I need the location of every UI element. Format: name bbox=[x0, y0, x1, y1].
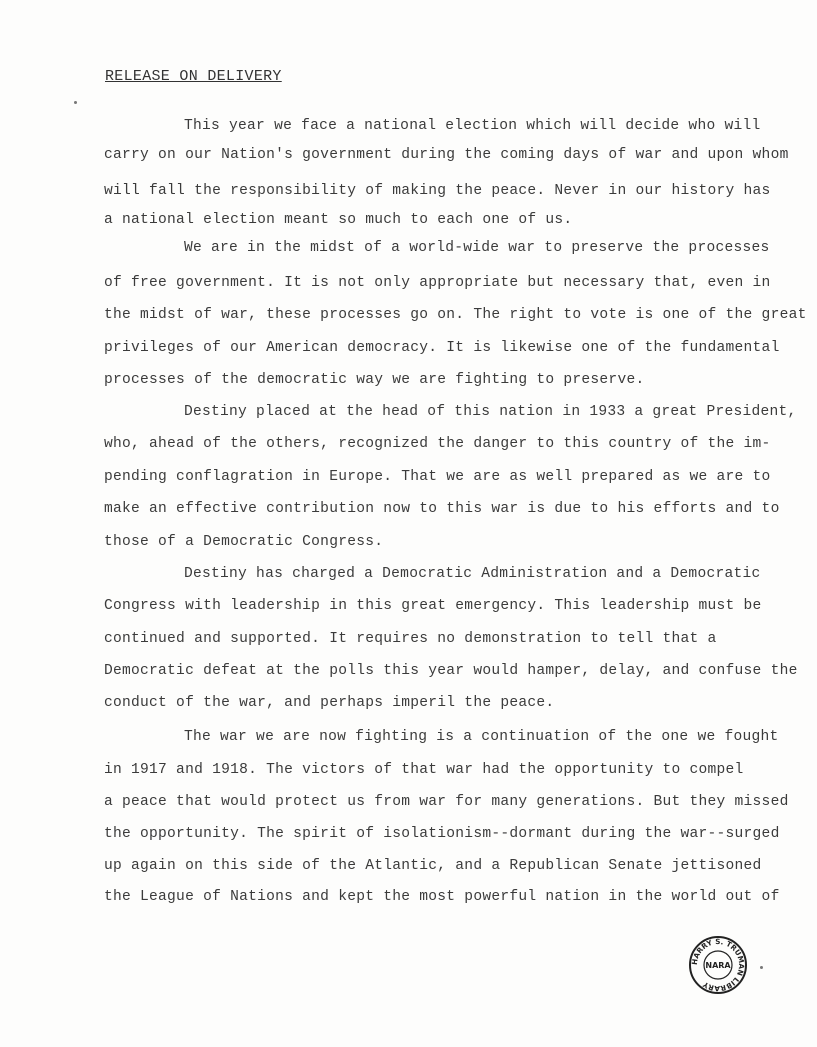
text-line: will fall the responsibility of making the peace. Never in our history has bbox=[104, 183, 771, 199]
text-line: up again on this side of the Atlantic, and a Republican Senate jettisoned bbox=[104, 858, 762, 874]
paper-speck bbox=[760, 966, 763, 969]
text-line: those of a Democratic Congress. bbox=[104, 534, 384, 550]
text-line: We are in the midst of a world-wide war to preserve the processes bbox=[184, 240, 770, 256]
stamp-center-text: NARA bbox=[705, 961, 731, 970]
text-line: processes of the democratic way we are fighting to preserve. bbox=[104, 372, 645, 388]
text-line: This year we face a national election which will decide who will bbox=[184, 118, 761, 134]
text-line: Destiny has charged a Democratic Administration and a Democratic bbox=[184, 566, 761, 582]
text-line: in 1917 and 1918. The victors of that war had the opportunity to compel bbox=[104, 762, 744, 778]
text-line: continued and supported. It requires no demonstration to tell that a bbox=[104, 631, 717, 647]
text-line: a peace that would protect us from war for many generations. But they missed bbox=[104, 794, 789, 810]
release-header: RELEASE ON DELIVERY bbox=[105, 68, 282, 85]
paper-speck bbox=[74, 101, 77, 104]
text-line: the midst of war, these processes go on. The right to vote is one of the great bbox=[104, 307, 807, 323]
text-line: a national election meant so much to each one of us. bbox=[104, 212, 573, 228]
text-line: of free government. It is not only appropriate but necessary that, even in bbox=[104, 275, 771, 291]
text-line: Congress with leadership in this great emergency. This leadership must be bbox=[104, 598, 762, 614]
text-line: pending conflagration in Europe. That we are as well prepared as we are to bbox=[104, 469, 771, 485]
library-stamp-icon bbox=[688, 935, 748, 995]
text-line: conduct of the war, and perhaps imperil the peace. bbox=[104, 695, 555, 711]
text-line: The war we are now fighting is a continuation of the one we fought bbox=[184, 729, 779, 745]
text-line: privileges of our American democracy. It is likewise one of the fundamental bbox=[104, 340, 780, 356]
stamp-ring-text: HARRY S. TRUMAN LIBRARY bbox=[689, 936, 747, 994]
text-line: Destiny placed at the head of this nation in 1933 a great President, bbox=[184, 404, 797, 420]
text-line: the opportunity. The spirit of isolationism--dormant during the war--surged bbox=[104, 826, 780, 842]
text-line: Democratic defeat at the polls this year would hamper, delay, and confuse the bbox=[104, 663, 798, 679]
text-line: the League of Nations and kept the most powerful nation in the world out of bbox=[104, 889, 780, 905]
text-line: make an effective contribution now to this war is due to his efforts and to bbox=[104, 501, 780, 517]
text-line: who, ahead of the others, recognized the danger to this country of the im- bbox=[104, 436, 771, 452]
text-line: carry on our Nation's government during the coming days of war and upon whom bbox=[104, 147, 789, 163]
